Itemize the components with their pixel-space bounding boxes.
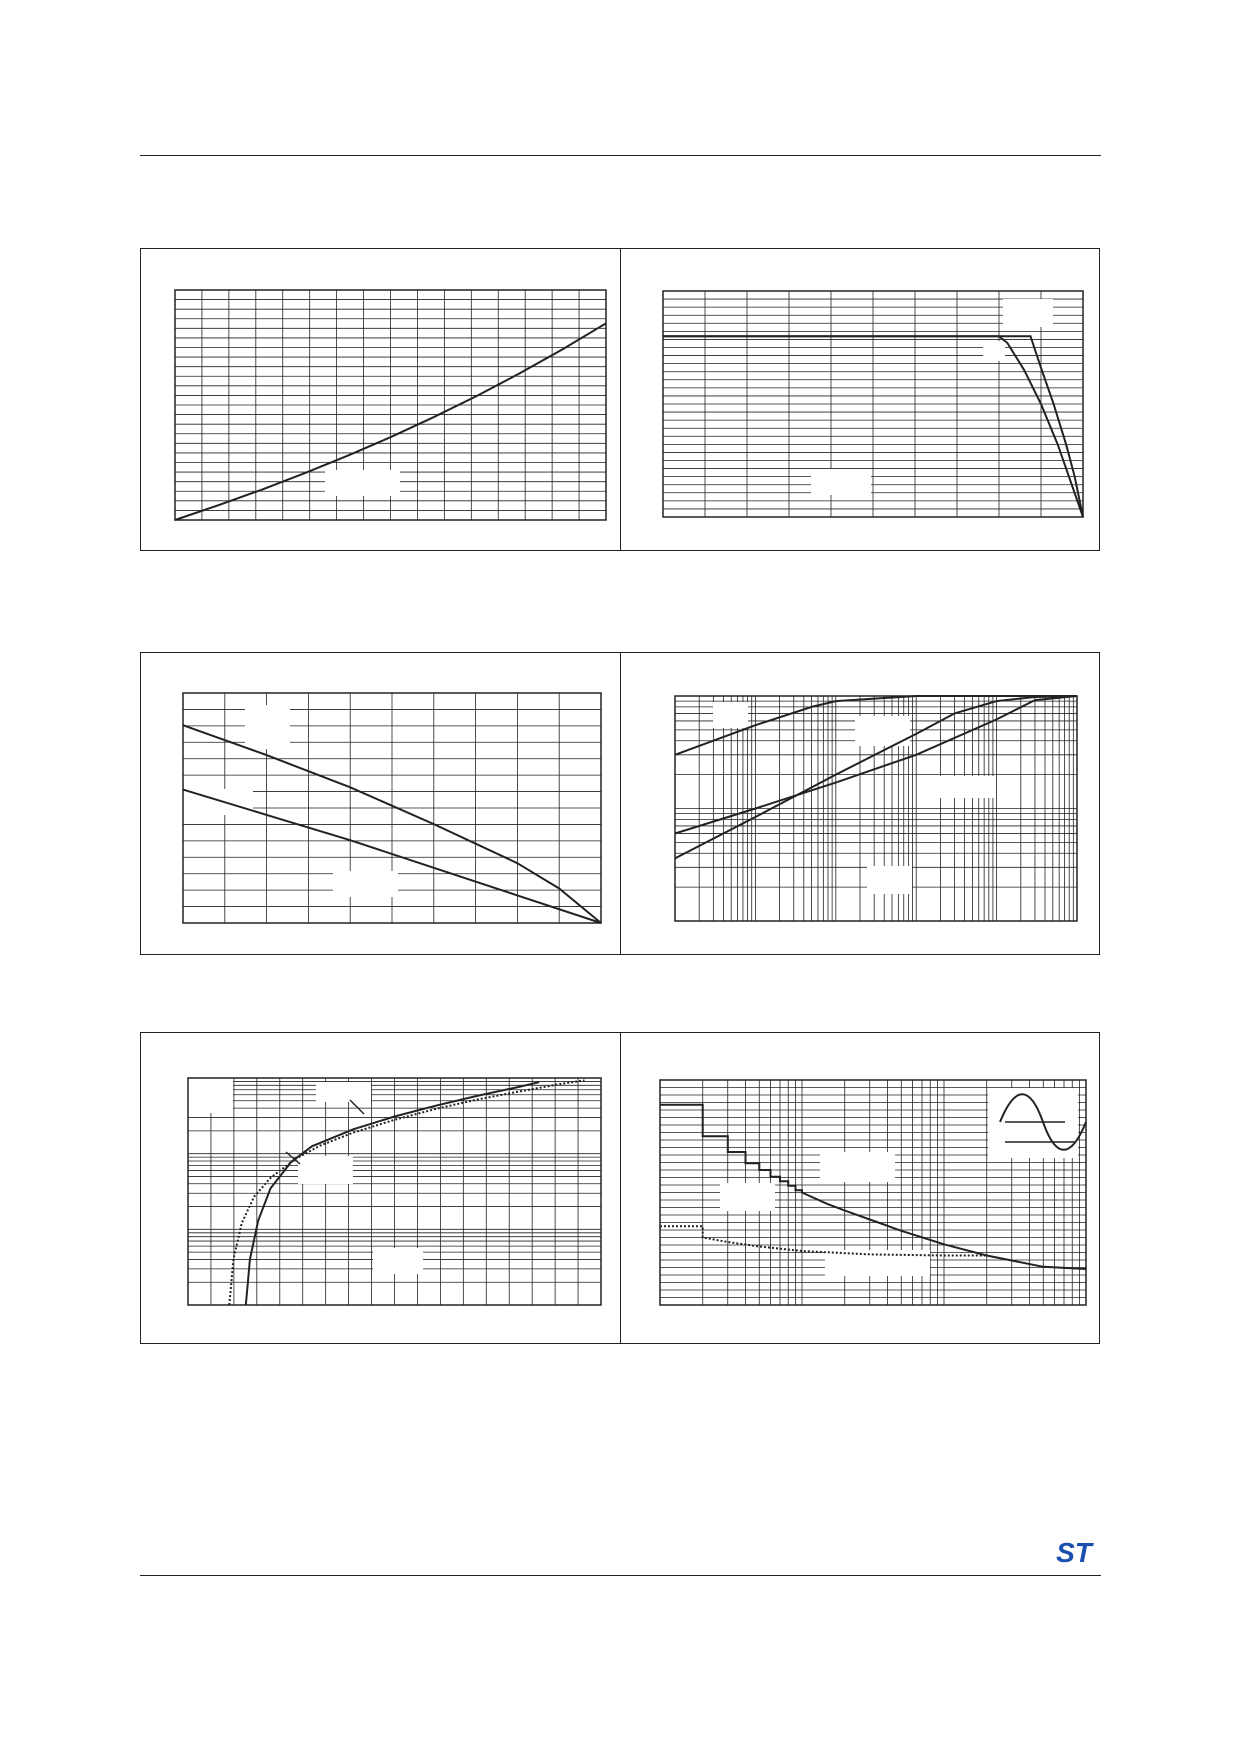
annotation-box xyxy=(1003,299,1053,327)
panel-divider xyxy=(620,1033,621,1343)
footer-rule xyxy=(140,1575,1101,1576)
annotation-box xyxy=(983,341,1005,361)
figure-5-chart xyxy=(188,1078,601,1305)
figure-2-chart xyxy=(663,291,1083,517)
annotation-box xyxy=(867,866,912,894)
annotation-box xyxy=(245,705,290,749)
annotation-box xyxy=(325,470,400,496)
annotation-box xyxy=(188,1078,233,1113)
st-logo-text: ST xyxy=(1056,1537,1092,1567)
figure-3-chart xyxy=(183,693,601,923)
annotation-box xyxy=(811,469,871,495)
header-rule xyxy=(140,155,1101,156)
figure-4-chart xyxy=(675,696,1077,921)
figure-1-chart xyxy=(175,290,606,520)
annotation-box xyxy=(316,1082,371,1102)
annotation-box xyxy=(333,871,398,897)
st-logo-icon xyxy=(1048,1537,1100,1567)
arrow xyxy=(350,1100,364,1114)
panel-divider xyxy=(620,653,621,954)
panel-divider xyxy=(620,249,621,550)
annotation-box xyxy=(820,1152,895,1182)
annotation-box xyxy=(373,1248,423,1274)
annotation-box xyxy=(298,1156,353,1184)
annotation-box xyxy=(988,1088,1078,1158)
annotation-box xyxy=(920,776,995,798)
annotation-box xyxy=(720,1183,775,1211)
figure-6-chart xyxy=(660,1080,1086,1305)
annotation-box xyxy=(713,702,748,728)
